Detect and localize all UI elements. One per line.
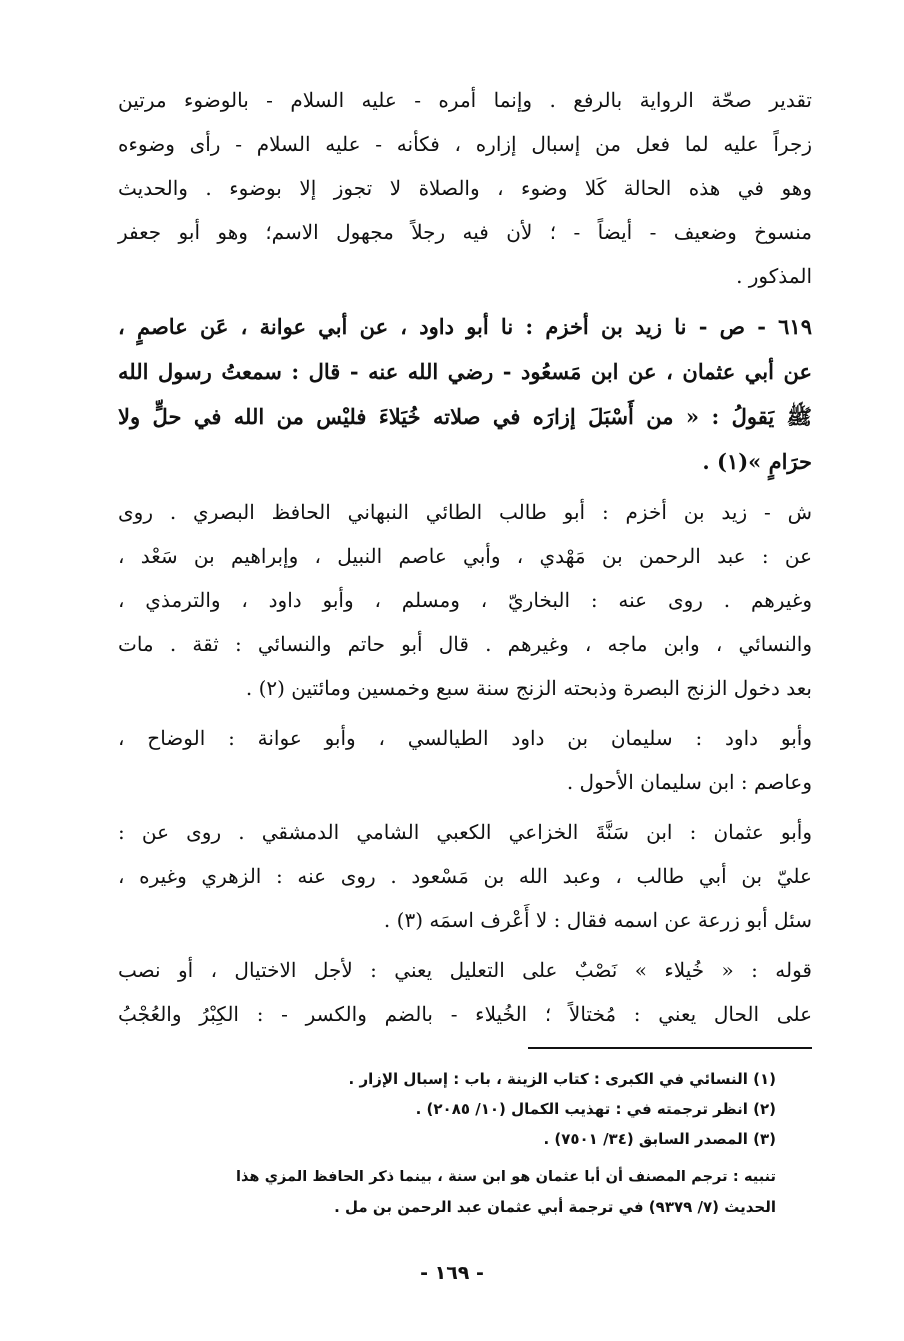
narrator-paragraph xyxy=(118,716,812,804)
text-line: وأبو داود : سليمان بن داود الطيالسي ، وأبو عوانة : الوضاح ، xyxy=(118,726,812,750)
hadith-line: ٦١٩ - ص - نا زيد بن أخزم : نا أبو داود ، عن أبي عوانة ، عَن عاصمٍ ، xyxy=(118,314,812,339)
text-line: بعد دخول الزنج البصرة وذبحته الزنج سنة سبع وخمسين ومائتين (٢) . xyxy=(245,676,812,700)
text-line: منسوخ وضعيف - أيضاً - ؛ لأن فيه رجلاً مجهول الاسم؛ وهو أبو جعفر xyxy=(118,220,812,244)
footnote: (١) النسائي في الكبرى : كتاب الزينة ، باب : إسبال الإزار . xyxy=(348,1070,776,1088)
explanation-paragraph xyxy=(118,948,812,1036)
text-line: عليّ بن أبي طالب ، وعبد الله بن مَسْعود . روى عنه : الزهري وغيره ، xyxy=(118,864,812,888)
text-line: وهو في هذه الحالة كَلا وضوء ، والصلاة لا تجوز إلا بوضوء . والحديث xyxy=(118,176,812,200)
text-line: عن : عبد الرحمن بن مَهْدي ، وأبي عاصم النبيل ، وإبراهيم بن سَعْد ، xyxy=(118,544,812,568)
text-line: تقدير صحّة الرواية بالرفع . وإنما أمره - عليه السلام - بالوضوء مرتين xyxy=(118,88,812,112)
narrator-paragraph xyxy=(118,810,812,942)
text-line: قوله : « خُيلاء » نَصْبٌ على التعليل يعني : لأجل الاختيال ، أو نصب xyxy=(118,958,812,982)
page-body xyxy=(118,78,812,1036)
notice-line: الحديث (٧/ ٩٣٧٩) في ترجمة أبي عثمان عبد الرحمن بن مل . xyxy=(334,1198,776,1216)
footnote-separator xyxy=(528,1047,812,1049)
text-line: وعاصم : ابن سليمان الأحول . xyxy=(566,770,812,794)
footnote: (٢) انظر ترجمته في : تهذيب الكمال (١٠/ ٢٠٨٥) . xyxy=(415,1100,776,1118)
hadith-line: ﷺ يَقولُ : « من أَسْبَلَ إزارَه في صلاته خُيَلاءَ فليْس من الله في حلٍّ ولا xyxy=(118,404,812,429)
narrator-paragraph xyxy=(118,490,812,710)
notice-line: تنبيه : ترجم المصنف أن أبا عثمان هو ابن سنة ، بينما ذكر الحافظ المزي هذا xyxy=(236,1169,776,1185)
text-line: وأبو عثمان : ابن سَنَّةَ الخزاعي الكعبي الشامي الدمشقي . روى عن : xyxy=(118,820,812,844)
text-line: زجراً عليه لما فعل من إسبال إزاره ، فكأنه - عليه السلام - رأى وضوءه xyxy=(118,132,812,156)
text-line: ش - زيد بن أخزم : أبو طالب الطائي النبهاني الحافظ البصري . روى xyxy=(118,500,812,524)
text-line: سئل أبو زرعة عن اسمه فقال : لا أَعْرف اسمَه (٣) . xyxy=(383,908,812,932)
footnotes xyxy=(236,1064,776,1222)
text-line: المذكور . xyxy=(736,264,812,288)
footnote: (٣) المصدر السابق (٣٤/ ٧٥٠١) . xyxy=(543,1130,776,1148)
page-number: - ١٦٩ - xyxy=(420,1262,484,1284)
text-line: والنسائي ، وابن ماجه ، وغيرهم . قال أبو حاتم والنسائي : ثقة . مات xyxy=(118,632,812,656)
text-line: وغيرهم . روى عنه : البخاريّ ، ومسلم ، وأبو داود ، والترمذي ، xyxy=(118,588,812,612)
commentary-paragraph xyxy=(118,78,812,298)
hadith-line: حرَامٍ »(١) . xyxy=(702,449,812,474)
hadith-line: عن أبي عثمان ، عن ابن مَسعُود - رضي الله عنه - قال : سمعتُ رسول الله xyxy=(118,359,812,384)
text-line: على الحال يعني : مُختالاً ؛ الخُيلاء - بالضم والكسر - : الكِبْرُ والعُجْبُ xyxy=(118,1002,812,1026)
hadith-text xyxy=(118,304,812,484)
